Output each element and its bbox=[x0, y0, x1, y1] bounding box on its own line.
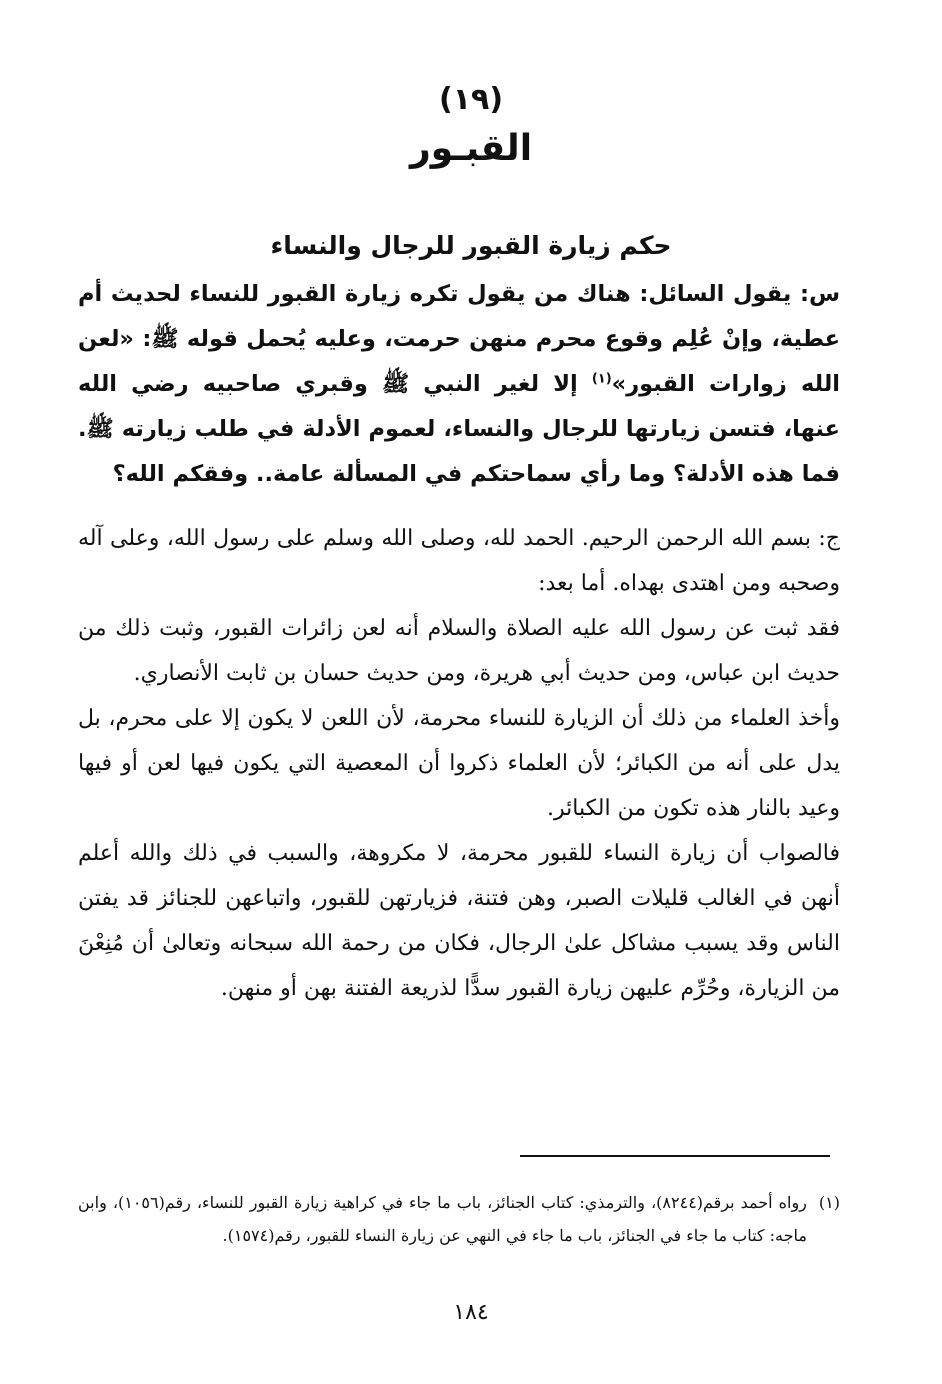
footnote bbox=[78, 1186, 840, 1252]
footnote-reference: (١) bbox=[591, 371, 612, 387]
page-number: ١٨٤ bbox=[453, 1300, 489, 1325]
section-heading: حكم زيارة القبور للرجال والنساء bbox=[270, 231, 672, 260]
footnote-divider bbox=[520, 1155, 830, 1157]
question-paragraph bbox=[78, 272, 840, 497]
footnote-number: (١) bbox=[818, 1193, 840, 1212]
answer-paragraph: وأخذ العلماء من ذلك أن الزيارة للنساء محرمة، لأن اللعن لا يكون إلا على محرم، بل يدل على أنه من الكبائر؛ لأن العلماء ذكروا أن المعصية التي يكون فيها لعن أو فيها وعيد بالنار هذه تكون من الكبائر. bbox=[78, 706, 840, 821]
answer-paragraph: فقد ثبت عن رسول الله عليه الصلاة والسلام أنه لعن زائرات القبور، وثبت ذلك من حديث ابن عباس، ومن حديث أبي هريرة، ومن حديث حسان بن ثابت الأنصاري. bbox=[78, 616, 840, 686]
answer-body bbox=[78, 516, 840, 1011]
chapter-number: (١٩) bbox=[438, 82, 504, 117]
chapter-title: القبـور bbox=[409, 128, 533, 169]
question-text-part2: إلا لغير النبي ﷺ وقبري صاحبيه رضي الله عنها، فتسن زيارتها للرجال والنساء، لعموم الأدلة في طلب زيارته ﷺ. فما هذه الأدلة؟ وما رأي سماحتكم في المسألة عامة.. وفقكم الله؟ bbox=[78, 371, 840, 487]
answer-paragraph: فالصواب أن زيارة النساء للقبور محرمة، لا مكروهة، والسبب في ذلك والله أعلم أنهن في الغالب قليلات الصبر، وهن فتنة، فزيارتهن للقبور، واتباعهن للجنائز قد يفتن الناس وقد يسبب مشاكل علىٰ الرجال، فكان من رحمة الله سبحانه وتعالىٰ أن مُنِعْنَ من الزيارة، وحُرِّم عليهن زيارة القبور سدًّا لذريعة الفتنة بهن أو منهن. bbox=[78, 841, 840, 1001]
answer-paragraph: ج: بسم الله الرحمن الرحيم. الحمد لله، وصلى الله وسلم على رسول الله، وعلى آله وصحبه ومن اهتدى بهداه. أما بعد: bbox=[78, 526, 840, 596]
footnote-text: رواه أحمد برقم(٨٢٤٤)، والترمذي: كتاب الجنائز، باب ما جاء في كراهية زيارة القبور للنساء، رقم(١٠٥٦)، وابن ماجه: كتاب ما جاء في الجنائز، باب ما جاء في النهي عن زيارة النساء للقبور، رقم(١٥٧٤). bbox=[78, 1193, 807, 1245]
question-text-part1: س: يقول السائل: هناك من يقول تكره زيارة القبور للنساء لحديث أم عطية، وإنْ عُلِم وقوع محرم منهن حرمت، وعليه يُحمل قوله ﷺ: «لعن الله زوارات القبور» bbox=[78, 281, 841, 397]
